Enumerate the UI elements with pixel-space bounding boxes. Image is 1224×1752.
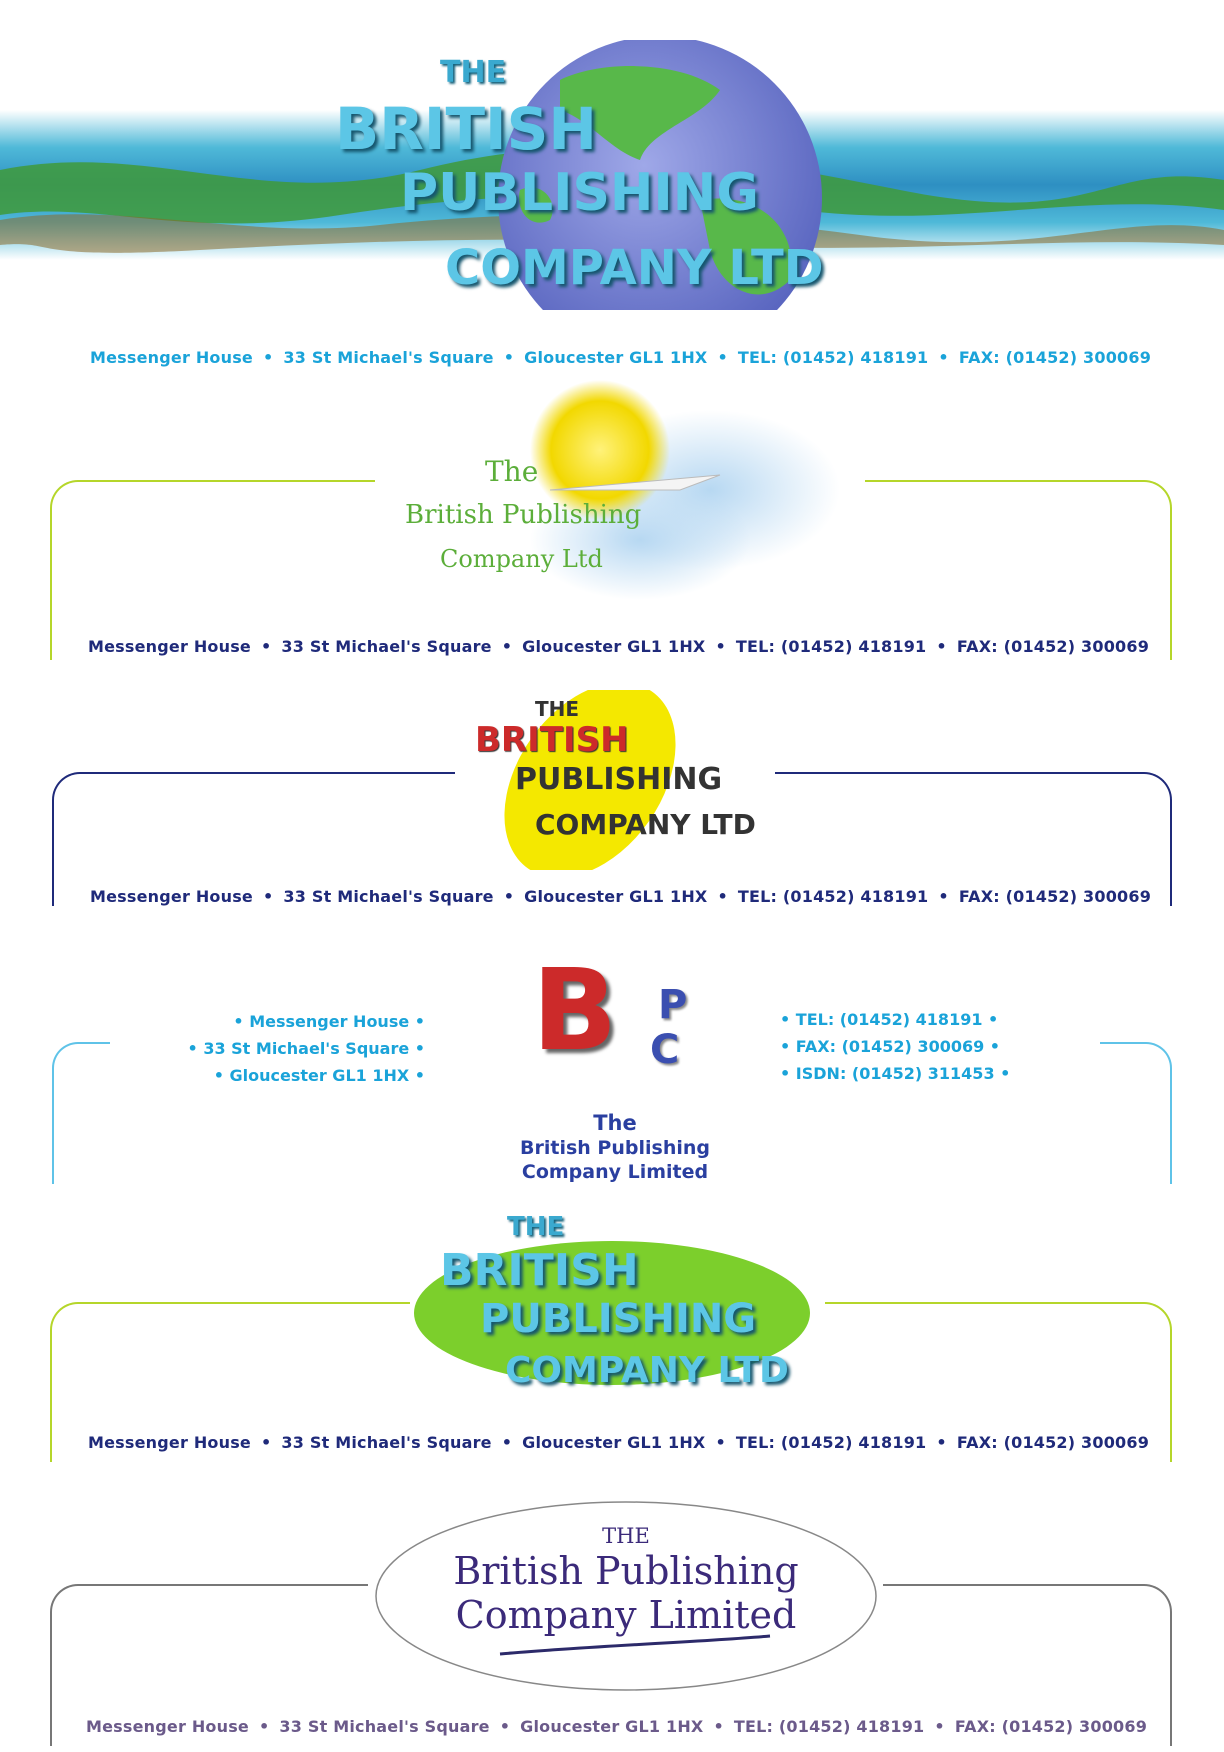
address-house: Messenger House (90, 348, 253, 367)
logo-british: BRITISH (335, 95, 597, 163)
logo-the: THE (440, 55, 507, 90)
mark-p: P (658, 982, 688, 1028)
logo-the: The (485, 455, 539, 488)
sun-icon (480, 380, 840, 610)
mark-b: B (532, 946, 618, 1076)
address-line: Messenger House • 33 St Michael's Square • Gloucester GL1 1HX • TEL: (01452) 418191 • FAX: (01452) 300069 (90, 348, 1152, 367)
address-town: Gloucester GL1 1HX (524, 348, 708, 367)
logo-publishing: PUBLISHING (400, 163, 759, 223)
bpc-company-name: The British Publishing Company Limited (520, 1111, 710, 1183)
logo-company: Company Ltd (440, 545, 603, 573)
address-line: Messenger House • 33 St Michael's Square • Gloucester GL1 1HX • TEL: (01452) 418191 • FAX: (01452) 300069 (90, 887, 1152, 906)
logo-british-publishing: British Publishing (405, 500, 642, 530)
logo-british: BRITISH (440, 1245, 639, 1296)
oval-company-name: THE British Publishing Company Limited (453, 1524, 799, 1637)
address-line: Messenger House • 33 St Michael's Square • Gloucester GL1 1HX • TEL: (01452) 418191 • FAX: (01452) 300069 (86, 1717, 1148, 1736)
logo-company: COMPANY LTD (535, 808, 756, 841)
address-block-right: • TEL: (01452) 418191 • • FAX: (01452) 300069 • • ISDN: (01452) 311453 • (780, 1010, 1011, 1083)
address-fax: FAX: (01452) 300069 (958, 348, 1152, 367)
logo-company: COMPANY LTD (445, 240, 824, 296)
logo-the: THE (507, 1212, 565, 1242)
logo-the: THE (535, 697, 580, 721)
address-block-left: • Messenger House • • 33 St Michael's Square • • Gloucester GL1 1HX • (187, 1012, 425, 1085)
address-street: 33 St Michael's Square (283, 348, 494, 367)
address-line: Messenger House • 33 St Michael's Square • Gloucester GL1 1HX • TEL: (01452) 418191 • FAX: (01452) 300069 (88, 1433, 1150, 1452)
logo-company: COMPANY LTD (505, 1350, 789, 1391)
address-line: Messenger House • 33 St Michael's Square • Gloucester GL1 1HX • TEL: (01452) 418191 • FAX: (01452) 300069 (88, 637, 1150, 656)
logo-publishing: PUBLISHING (515, 762, 723, 797)
mark-c: C (650, 1027, 680, 1073)
logo-british: BRITISH (475, 720, 629, 760)
address-tel: TEL: (01452) 418191 (737, 348, 929, 367)
logo-publishing: PUBLISHING (480, 1296, 757, 1342)
